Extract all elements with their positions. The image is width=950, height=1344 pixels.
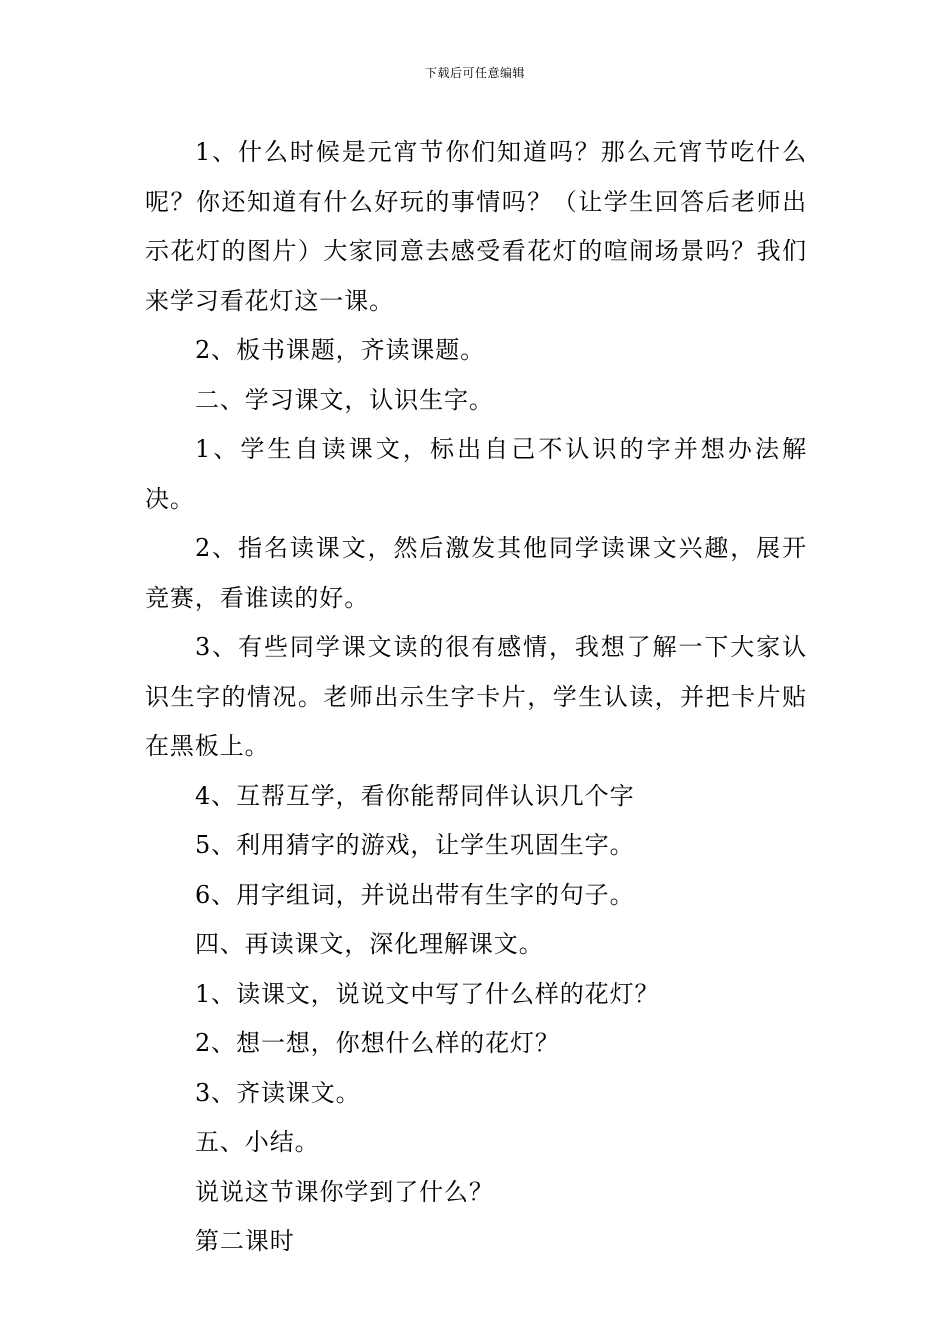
section-heading-learn-text: 二、学习课文，认识生字。 [195, 385, 494, 414]
paragraph-self-read: 1、学生自读课文，标出自己不认识的字并想办法解决。 [145, 435, 807, 513]
paragraph-read-together: 3、齐读课文。 [195, 1078, 361, 1107]
paragraph-intro-question: 1、什么时候是元宵节你们知道吗？那么元宵节吃什么呢？你还知道有什么好玩的事情吗？（让学生回答后老师出示花灯的图片）大家同意去感受看花灯的喧闹场景吗？我们来学习看花灯这一课。 [145, 138, 807, 315]
paragraph-lantern-question: 1、读课文，说说文中写了什么样的花灯？ [195, 979, 660, 1008]
paragraph-word-cards: 3、有些同学课文读的很有感情，我想了解一下大家认识生字的情况。老师出示生字卡片，学生认读，并把卡片贴在黑板上。 [145, 633, 807, 760]
section-heading-second-lesson: 第二课时 [195, 1227, 295, 1255]
section-heading-summary: 五、小结。 [195, 1128, 320, 1156]
paragraph-guess-game: 5、利用猜字的游戏，让学生巩固生字。 [195, 831, 635, 859]
paragraph-summary-question: 说说这节课你学到了什么？ [195, 1177, 494, 1206]
section-heading-reread: 四、再读课文，深化理解课文。 [195, 930, 544, 958]
paragraph-named-reading: 2、指名读课文，然后激发其他同学读课文兴趣，展开竞赛，看谁读的好。 [145, 534, 807, 612]
paragraph-imagine-lantern: 2、想一想，你想什么样的花灯？ [195, 1029, 560, 1057]
paragraph-board-title: 2、板书课题，齐读课题。 [195, 336, 486, 364]
page-header: 下载后可任意编辑 [424, 66, 525, 80]
paragraph-word-groups: 6、用字组词，并说出带有生字的句子。 [195, 880, 635, 909]
paragraph-peer-help: 4、互帮互学，看你能帮同伴认识几个字 [195, 781, 635, 810]
document-body [145, 128, 807, 1267]
